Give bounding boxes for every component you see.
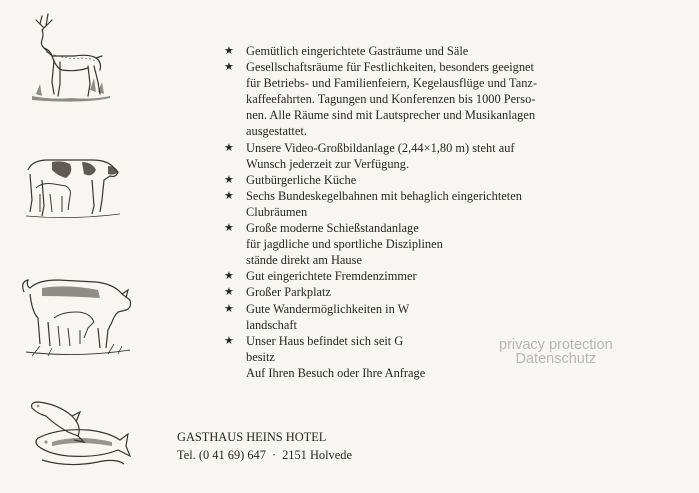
list-item: ★ Gut eingerichtete Fremdenzimmer	[224, 269, 417, 284]
star-icon: ★	[224, 302, 234, 315]
list-item: ★ Große moderne Schießstandanlage für jagdliche und sportliche Disziplinen stände direkt am Hause	[224, 221, 443, 268]
list-item: ★ Sechs Bundeskegelbahnen mit behaglich eingerichteten Clubräumen	[224, 188, 522, 219]
address: 2151 Holvede	[282, 448, 352, 462]
star-icon: ★	[224, 173, 234, 186]
hotel-name: GASTHAUS HEINS HOTEL	[177, 430, 327, 444]
cows-illustration	[22, 150, 122, 222]
star-icon: ★	[224, 334, 234, 347]
star-icon: ★	[224, 189, 234, 202]
contact-line	[177, 446, 352, 464]
star-icon: ★	[224, 222, 234, 235]
footer	[177, 428, 352, 464]
star-icon: ★	[224, 270, 234, 283]
fish-illustration	[28, 398, 132, 470]
phone-number: Tel. (0 41 69) 647	[177, 448, 266, 462]
list-item: ★ Gute Wandermöglichkeiten in W landschaft	[224, 301, 410, 332]
list-item: ★ Gesellschaftsräume für Festlichkeiten, besonders geeignet für Betriebs- und Familienfeiern, Kegelausflüge und Tanz- kaffeefahrten. Tagungen und Konferenzen bis 1000 Perso- nen. Alle Räume sind mit Lautsprecher und Musikanlagen ausgestattet.	[224, 60, 538, 139]
list-item: ★ Großer Parkplatz	[224, 285, 331, 300]
list-item: ★ Gemütlich eingerichtete Gasträume und Säle	[224, 44, 469, 58]
list-item: ★ Unser Haus befindet sich seit G besitz	[224, 333, 404, 364]
closing-line: Auf Ihren Besuch oder Ihre Anfrage	[246, 365, 426, 380]
amenities-list	[224, 43, 616, 381]
star-icon: ★	[224, 61, 234, 74]
list-item: ★ Gutbürgerliche Küche	[224, 172, 357, 187]
separator: ·	[271, 448, 277, 462]
watermark-line-1: privacy protection	[499, 337, 613, 353]
star-icon: ★	[224, 45, 234, 57]
star-icon: ★	[224, 141, 234, 154]
watermark	[499, 338, 613, 366]
deer-illustration	[22, 12, 112, 104]
watermark-line-2: Datenschutz	[515, 351, 597, 367]
list-item: ★ Unsere Video-Großbildanlage (2,44×1,80 m) steht auf Wunsch jederzeit zur Verfügung.	[224, 140, 515, 171]
pig-illustration	[18, 272, 136, 364]
star-icon: ★	[224, 286, 234, 299]
